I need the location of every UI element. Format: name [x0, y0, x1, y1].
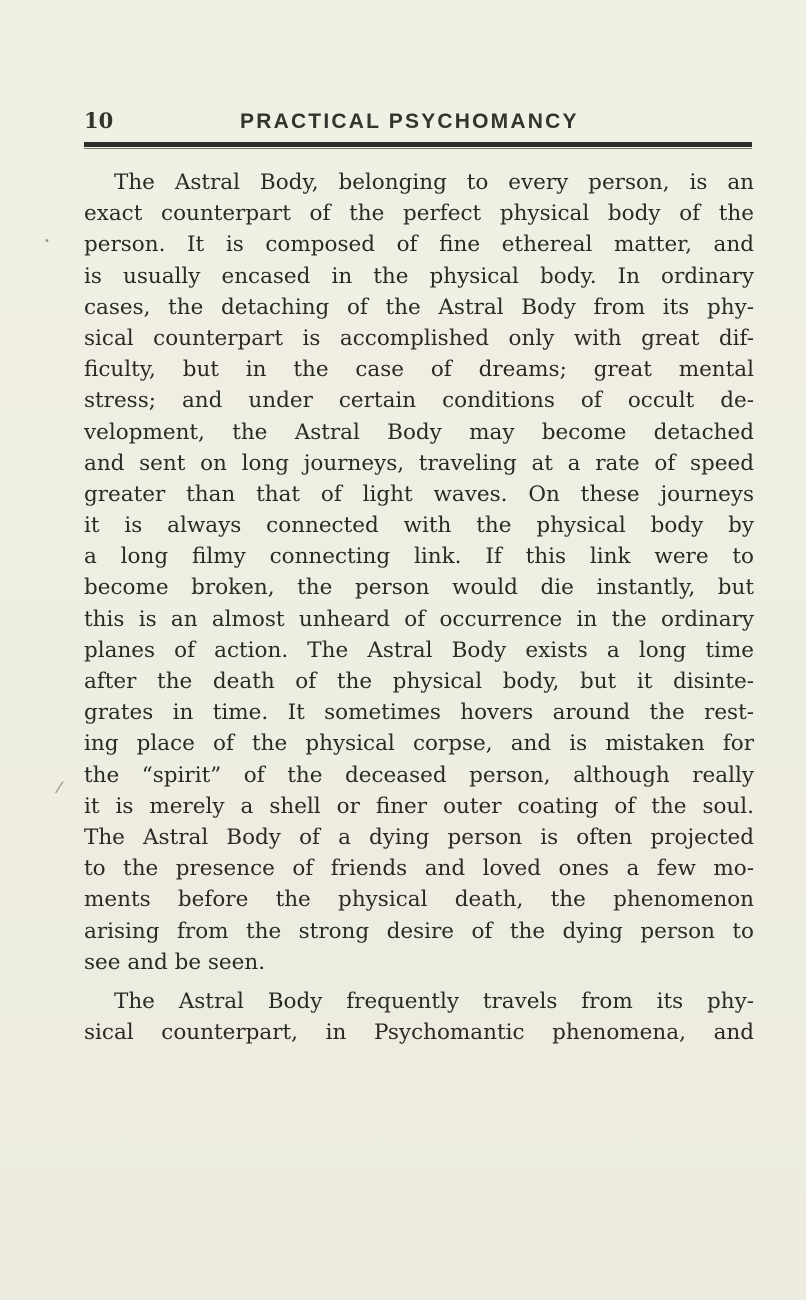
text-line: The Astral Body frequently travels from its phy- — [114, 988, 754, 1014]
text-line: cases, the detaching of the Astral Body from its phy- — [84, 294, 754, 320]
text-line: The Astral Body, belonging to every person, is an — [114, 170, 754, 195]
text-line: ments before the physical death, the phenomenon — [84, 887, 754, 913]
text-line: sical counterpart, in Psychomantic phenomena, and — [84, 1020, 754, 1046]
text-line: arising from the strong desire of the dying person to — [84, 918, 754, 944]
text-line: planes of action. The Astral Body exists a long time — [84, 637, 754, 663]
body-text — [84, 167, 754, 1048]
paragraph-2 — [84, 986, 754, 1048]
text-line: grates in time. It sometimes hovers around the rest- — [84, 700, 754, 726]
text-line: see and be seen. — [84, 949, 266, 975]
page-header — [84, 108, 752, 138]
text-line: stress; and under certain conditions of occult de- — [84, 388, 754, 414]
text-line: velopment, the Astral Body may become detached — [84, 419, 754, 445]
paragraph-1 — [84, 167, 754, 978]
text-line: and sent on long journeys, traveling at a rate of speed — [84, 450, 754, 476]
text-line: the “spirit” of the deceased person, although really — [84, 762, 754, 788]
margin-tick: ⁄ — [58, 778, 61, 797]
text-line: this is an almost unheard of occurrence in the ordinary — [84, 606, 754, 632]
text-line: person. It is composed of fine ethereal matter, and — [84, 232, 754, 258]
text-line: it is always connected with the physical body by — [84, 513, 754, 539]
text-line: a long filmy connecting link. If this link were to — [84, 544, 754, 570]
text-line: exact counterpart of the perfect physical body of the — [84, 201, 754, 227]
header-rule — [84, 142, 752, 147]
text-line: is usually encased in the physical body. In ordinary — [84, 263, 754, 289]
text-line: The Astral Body of a dying person is often projected — [84, 824, 754, 850]
text-line: become broken, the person would die instantly, but — [84, 575, 754, 601]
text-line: ing place of the physical corpse, and is mistaken for — [84, 731, 754, 757]
page-number: 10 — [84, 108, 114, 133]
text-line: it is merely a shell or finer outer coating of the soul. — [84, 793, 754, 819]
text-line: sical counterpart is accomplished only with great dif- — [84, 325, 754, 351]
text-line: greater than that of light waves. On these journeys — [84, 481, 754, 507]
header-rule-underline — [84, 148, 752, 149]
running-title: PRACTICAL PSYCHOMANCY — [240, 110, 579, 133]
text-line: after the death of the physical body, but it disinte- — [84, 669, 754, 694]
margin-dot: • — [44, 236, 50, 247]
text-line: ficulty, but in the case of dreams; great mental — [84, 357, 754, 383]
text-line: to the presence of friends and loved ones a few mo- — [84, 856, 754, 882]
